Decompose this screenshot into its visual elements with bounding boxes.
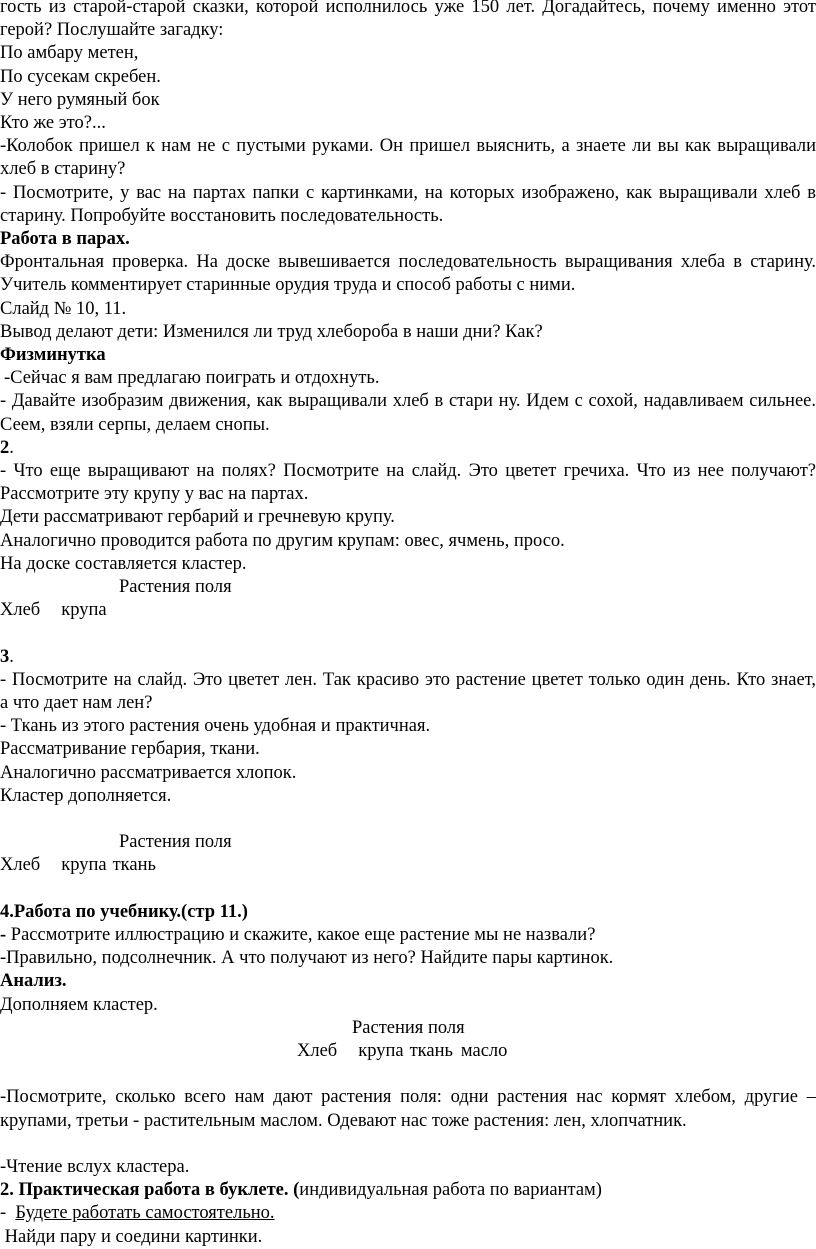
intro-line-1: гость из старой-старой сказки, которой исполнилось уже 150 лет. Догадайтесь, почему именно этот bbox=[0, 0, 816, 17]
practical-dash: - bbox=[0, 1203, 16, 1224]
section-2-line-1: - Что еще выращивают на полях? Посмотрите на слайд. Это цветет гречиха. Что из нее получают? bbox=[0, 461, 816, 482]
reading-line: -Чтение вслух кластера. bbox=[0, 1157, 190, 1178]
cluster-2-item-bread: Хлеб bbox=[0, 855, 41, 876]
cluster-2-item-fabric: ткань bbox=[112, 855, 156, 876]
practical-instruction-line bbox=[0, 1202, 816, 1225]
section-4-line-1-dash: - bbox=[0, 925, 7, 946]
section-4-heading: 4.Работа по учебнику.(стр 11.) bbox=[0, 901, 248, 922]
intro-line-2: герой? Послушайте загадку: bbox=[0, 20, 224, 41]
section-2-line-5: На доске составляется кластер. bbox=[0, 553, 247, 574]
kolobok-line-1: -Колобок пришел к нам не с пустыми руками. Он пришел выяснить, а знаете ли вы как выращивали bbox=[0, 136, 816, 157]
section-3-number-digit: 3 bbox=[0, 646, 10, 667]
folders-line-2: старину. Попробуйте восстановить последовательность. bbox=[0, 205, 444, 226]
cluster-2-items bbox=[0, 854, 816, 877]
riddle-line-2: По сусекам скребен. bbox=[0, 66, 161, 87]
cluster-3-item-oil: масло bbox=[460, 1041, 508, 1062]
section-2-number-digit: 2 bbox=[0, 437, 10, 458]
section-4-line-1-text: Рассмотрите иллюстрацию и скажите, какое еще растение мы не назвали? bbox=[6, 925, 596, 946]
section-3-line-1: - Посмотрите на слайд. Это цветет лен. Так красиво это растение цветет только один день. Кто знает, bbox=[0, 669, 816, 690]
practical-task: Найди пару и соедини картинки. bbox=[0, 1226, 263, 1247]
phys-heading: Физминутка bbox=[0, 345, 106, 366]
practical-note: индивидуальная работа по вариантам) bbox=[299, 1180, 602, 1201]
section-2-line-3: Дети рассматривают гербарий и гречневую крупу. bbox=[0, 507, 395, 528]
analysis-heading: Анализ. bbox=[0, 971, 67, 992]
section-3-line-6: Кластер дополняется. bbox=[0, 785, 172, 806]
spacer bbox=[0, 808, 816, 831]
phys-line-3: Сеем, взяли серпы, делаем снопы. bbox=[0, 414, 270, 435]
section-3-line-5: Аналогично рассматривается хлопок. bbox=[0, 762, 297, 783]
cluster-3-item-groats: крупа bbox=[358, 1041, 404, 1062]
summary-line-1: -Посмотрите, сколько всего нам дают растения поля: одни растения нас кормят хлебом, другие – bbox=[0, 1087, 816, 1108]
section-2-line-4: Аналогично проводится работа по другим крупам: овес, ячмень, просо. bbox=[0, 530, 565, 551]
cluster-1-title: Растения поля bbox=[119, 577, 232, 598]
conclusion-line: Вывод делают дети: Изменился ли труд хлебороба в наши дни? Как? bbox=[0, 321, 543, 342]
spacer bbox=[0, 878, 816, 901]
cluster-2-title: Растения поля bbox=[119, 832, 232, 853]
phys-line-2: - Давайте изобразим движения, как выращивали хлеб в стари ну. Идем с сохой, надавливаем сильнее. bbox=[0, 391, 816, 412]
section-3-number bbox=[0, 646, 816, 669]
practical-heading: 2. Практическая работа в буклете. ( bbox=[0, 1180, 300, 1201]
frontal-line-2: Учитель комментирует старинные орудия труда и способ работы с ними. bbox=[0, 275, 576, 296]
section-2-number-period: . bbox=[9, 437, 14, 458]
cluster-1-item-bread: Хлеб bbox=[0, 600, 41, 621]
riddle-line-4: Кто же это?... bbox=[0, 113, 106, 134]
section-3-line-3: - Ткань из этого растения очень удобная и практичная. bbox=[0, 716, 431, 737]
cluster-1-items bbox=[0, 599, 816, 622]
cluster-1-item-groats: крупа bbox=[61, 600, 107, 621]
pair-work-heading: Работа в парах. bbox=[0, 229, 130, 250]
phys-line-1: -Сейчас я вам предлагаю поиграть и отдохнуть. bbox=[4, 368, 380, 389]
folders-line-1: - Посмотрите, у вас на партах папки с картинками, на которых изображено, как выращивали хлеб в bbox=[0, 182, 816, 203]
cluster-3-item-fabric: ткань bbox=[409, 1041, 453, 1062]
section-4-line-2: -Правильно, подсолнечник. А что получают из него? Найдите пары картинок. bbox=[0, 948, 614, 969]
cluster-3-title: Растения поля bbox=[352, 1017, 465, 1038]
cluster-3-item-bread: Хлеб bbox=[297, 1041, 338, 1062]
cluster-2-item-groats: крупа bbox=[61, 855, 107, 876]
summary-line-2: крупами, третьи - растительным маслом. Одевают нас тоже растения: лен, хлопчатник. bbox=[0, 1110, 687, 1131]
kolobok-line-2: хлеб в старину? bbox=[0, 159, 126, 180]
frontal-line-1: Фронтальная проверка. На доске вывешивается последовательность выращивания хлеба в старину. bbox=[0, 252, 816, 273]
section-3-line-4: Рассматривание гербария, ткани. bbox=[0, 739, 260, 760]
section-2-line-2: Рассмотрите эту крупу у вас на партах. bbox=[0, 484, 309, 505]
section-3-number-period: . bbox=[9, 646, 14, 667]
practical-heading-line bbox=[0, 1179, 816, 1202]
section-2-number bbox=[0, 437, 816, 460]
riddle-line-1: По амбару метен, bbox=[0, 43, 139, 64]
spacer bbox=[0, 1133, 816, 1156]
section-4-line-3: Дополняем кластер. bbox=[0, 994, 158, 1015]
section-4-line-1 bbox=[0, 924, 816, 947]
spacer bbox=[0, 1063, 816, 1086]
spacer bbox=[0, 622, 816, 645]
cluster-3-items bbox=[0, 1040, 816, 1063]
section-3-line-2: а что дает нам лен? bbox=[0, 693, 153, 714]
practical-instruction: Будете работать самостоятельно. bbox=[15, 1203, 275, 1224]
riddle-line-3: У него румяный бок bbox=[0, 89, 160, 110]
slide-reference: Слайд № 10, 11. bbox=[0, 298, 127, 319]
